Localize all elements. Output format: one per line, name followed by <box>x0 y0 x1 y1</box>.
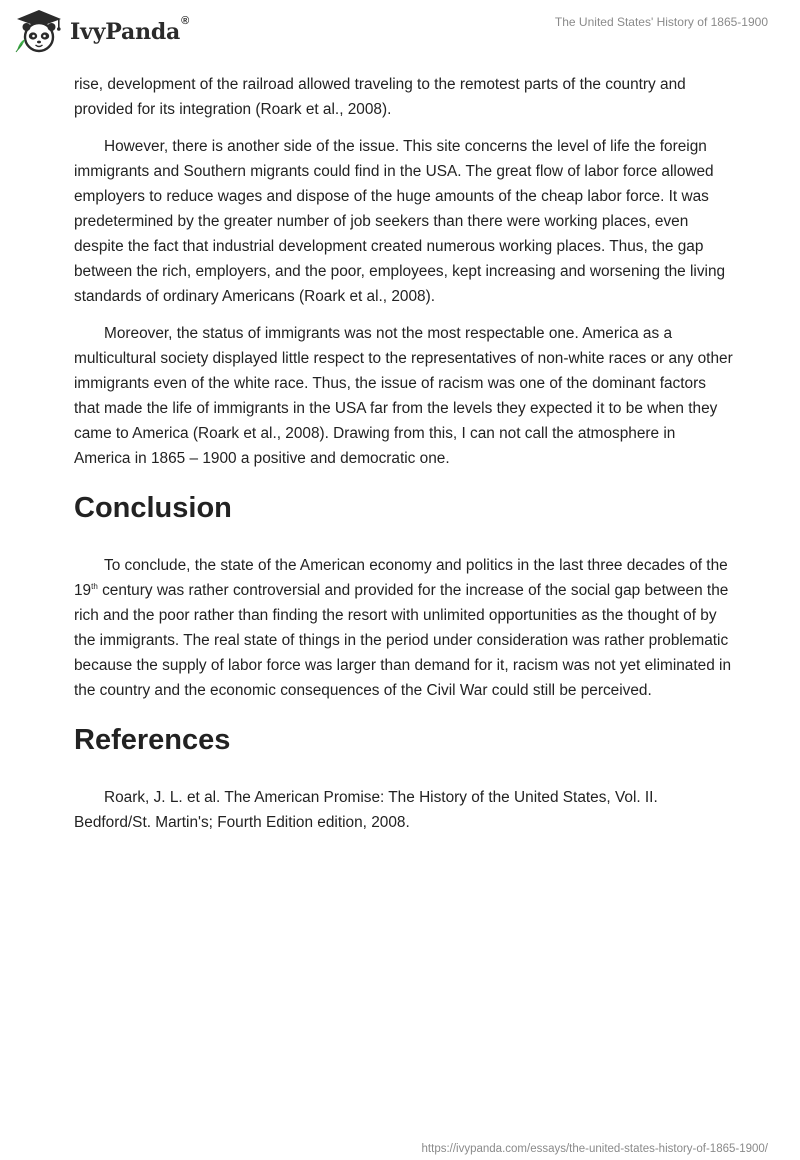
conclusion-paragraph <box>74 553 734 703</box>
source-url[interactable]: https://ivypanda.com/essays/the-united-states-history-of-1865-1900/ <box>421 1143 768 1155</box>
superscript-th: th <box>91 581 98 591</box>
conclusion-text-part2: century was rather controversial and provided for the increase of the social gap between the rich and the poor rather than finding the resort with unlimited opportunities as the thought of by the immigrants. The real state of things in the period under consideration was rather problematic because the supply of labor force was larger than demand for it, racism was not yet eliminated in the country and the economic consequences of the Civil War could still be perceived. <box>74 582 732 699</box>
essay-content <box>74 72 734 847</box>
panda-graduate-icon <box>14 8 64 54</box>
document-title: The United States' History of 1865-1900 <box>554 15 768 29</box>
page-header <box>0 0 800 64</box>
references-heading: References <box>74 724 231 756</box>
registered-mark: ® <box>181 15 190 27</box>
paragraph-other-side: However, there is another side of the issue. This site concerns the level of life the foreign immigrants and Southern migrants could find in the USA. The great flow of labor force allowed employers to reduce wages and dispose of the huge amounts of the cheap labor force. It was predetermined by the greater number of job seekers than there were working places, even despite the fact that industrial development created numerous working places. Thus, the gap between the rich, employers, and the poor, employees, kept increasing and worsening the living standards of ordinary Americans (Roark et al., 2008). <box>74 138 726 305</box>
conclusion-text-part1: To conclude, the state of the American economy and politics in the last three decades of the 19 <box>74 557 728 599</box>
conclusion-heading: Conclusion <box>74 492 232 524</box>
paragraph-continued: rise, development of the railroad allowed traveling to the remotest parts of the country and provided for its integration (Roark et al., 2008). <box>74 76 686 118</box>
paragraph-immigrant-status: Moreover, the status of immigrants was not the most respectable one. America as a multicultural society displayed little respect to the representatives of non-white races or any other immigrants even of the white race. Thus, the issue of racism was one of the dominant factors that made the life of immigrants in the USA far from the levels they expected it to be when they came to America (Roark et al., 2008). Drawing from this, I can not call the atmosphere in America in 1865 – 1900 a positive and democratic one. <box>74 325 733 467</box>
ivypanda-logo[interactable] <box>14 8 189 54</box>
brand-name: IvyPanda® <box>70 15 190 45</box>
reference-item: Roark, J. L. et al. The American Promise: The History of the United States, Vol. II. Bedford/St. Martin's; Fourth Edition edition, 2008. <box>74 789 658 831</box>
